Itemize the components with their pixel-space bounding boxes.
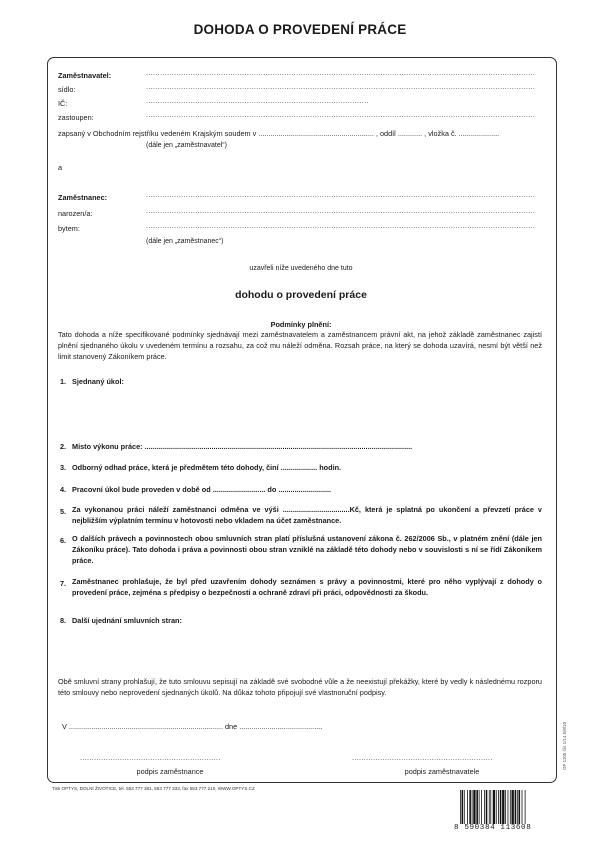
item-6-text: O dalších právech a povinnostech obou smluvních stran platí příslušná ustanovení zákona č. 262/2006 Sb., v platném znění (dále jen Zákoníku práce). Tato dohoda i práva a povinnosti obou stran vzniklé na základě této dohody nebo v souvislosti s ní se řídí Zákoníkem práce.: [72, 534, 542, 565]
item-7-number: 7.: [60, 579, 67, 588]
employer-ico-field[interactable]: ...............................................................................................: [146, 98, 369, 105]
employer-rep-label: zastoupen:: [58, 113, 94, 122]
employer-signature-label: podpis zaměstnavatele: [404, 767, 480, 776]
barcode-bar: [484, 790, 485, 824]
place-date-line[interactable]: V ............................................................................ dne .........................................: [62, 722, 323, 731]
item-2-number: 2.: [60, 442, 67, 451]
barcode-bar: [508, 790, 509, 824]
employee-residence-field[interactable]: ......................................................................................................................................................................: [146, 223, 536, 230]
employee-signature-label: podpis zaměstnance: [136, 767, 204, 776]
employer-ico-label: IČ:: [58, 99, 68, 108]
printer-footer: Tisk OPTYS, DOLNÍ ŽIVOTICE, tel. 553 777 381, 553 777 333, fax 553 777 210, WWW.OPTYS.CZ: [52, 786, 255, 791]
barcode-bar: [496, 790, 497, 824]
closing-text: Obě smluvní strany prohlašují, že tuto smlouvu sepisují na základě své svobodné vůle a že neexistují překážky, které by vedly k následnému rozporu této smlouvy nebo neprovedení sjednaných úkolů. Na důkaz tohoto připojují své vlastnoruční podpisy.: [58, 677, 542, 697]
barcode-bar: [460, 790, 461, 824]
barcode-bar: [498, 790, 499, 824]
employer-signature-line[interactable]: ............................................................: [352, 755, 493, 762]
barcode-bar: [490, 790, 491, 824]
concluded-text: uzavřeli níže uvedeného dne tuto: [249, 265, 353, 272]
barcode-bar: [511, 790, 513, 824]
barcode-bar: [479, 790, 480, 824]
barcode-bar: [522, 790, 523, 824]
barcode-bar: [486, 790, 488, 824]
item-2-text[interactable]: Místo výkonu práce: ....................................................................................................................................: [72, 442, 413, 451]
barcode-bar: [472, 790, 473, 824]
item-4-number: 4.: [60, 485, 67, 494]
barcode-bar: [502, 790, 504, 824]
barcode-bar: [467, 790, 468, 824]
barcode-bar: [519, 790, 521, 824]
employee-name-field[interactable]: ......................................................................................................................................................................: [146, 192, 536, 199]
employer-seat-label: sídlo:: [58, 85, 76, 94]
employee-label: Zaměstnanec:: [58, 193, 108, 202]
barcode-bar: [464, 790, 465, 824]
item-5-number: 5.: [60, 507, 67, 516]
subtitle: dohodu o provedení práce: [235, 289, 367, 301]
employer-name-field[interactable]: ......................................................................................................................................................................: [146, 70, 536, 77]
item-5-text[interactable]: Za vykonanou práci náleží zaměstnanci odměna ve výši .................................Kč, která je splatná po ukončení a převzetí práce v nejbližším výplatním termínu v hotovosti nebo vkladem na účet zaměstnance.: [72, 505, 542, 525]
form-code: OP 1105 čís 1/14 5/8/10: [562, 721, 567, 770]
barcode-bar: [476, 790, 478, 824]
item-1-text: Sjednaný úkol:: [72, 377, 124, 386]
barcode-digits: 8 590384 113608: [454, 824, 532, 832]
employer-label: Zaměstnavatel:: [58, 71, 112, 80]
item-1-number: 1.: [60, 377, 67, 386]
employer-register-line[interactable]: zapsaný v Obchodním rejstříku vedeném Krajským soudem v ......................................................... , oddíl ............ , vložka č. ....................: [58, 129, 500, 138]
employee-residence-label: bytem:: [58, 224, 80, 233]
barcode-bar: [505, 790, 506, 824]
conditions-text: Tato dohoda a níže specifikované podmínky sjednávají mezi zaměstnavatelem a zaměstnancem právní akt, na jehož základě zaměstnanec zajistí plnění sjednaného úkolu v uvedeném termínu a rozsahu, za což mu náleží odměna. Rozsah práce, na který se dohoda uzavírá, nesmí být větší než limit stanovený Zákoníkem práce.: [58, 330, 542, 361]
barcode-bar: [493, 790, 495, 824]
conditions-heading: Podmínky plnění:: [270, 320, 332, 329]
document-title: DOHODA O PROVEDENÍ PRÁCE: [193, 22, 407, 37]
form-frame: [47, 57, 557, 783]
employee-signature-line[interactable]: ............................................................: [80, 755, 221, 762]
item-8-number: 8.: [60, 616, 67, 625]
item-6-number: 6.: [60, 536, 67, 545]
employee-born-label: narozen/a:: [58, 209, 93, 218]
barcode-bar: [469, 790, 471, 824]
barcode: [460, 790, 552, 824]
employer-alias: (dále jen „zaměstnavatel“): [146, 142, 227, 149]
barcode-bar: [525, 790, 526, 824]
employee-alias: (dále jen „zaměstnanec“): [146, 238, 224, 245]
item-3-text[interactable]: Odborný odhad práce, která je předmětem této dohody, činí .................. hodin.: [72, 463, 342, 472]
barcode-bar: [473, 790, 475, 824]
item-8-text: Další ujednání smluvních stran:: [72, 616, 182, 625]
barcode-bar: [517, 790, 518, 824]
barcode-bar: [515, 790, 517, 824]
employer-seat-field[interactable]: ......................................................................................................................................................................: [146, 84, 536, 91]
item-4-text[interactable]: Pracovní úkol bude proveden v době od .......................... do ..........................: [72, 485, 332, 494]
item-7-text: Zaměstnanec prohlašuje, že byl před uzavřením dohody seznámen s právy a povinnostmi, které pro něho vyplývají z dohody o provedení práce, zejména s předpisy o bezpečnosti a ochraně zdraví při práci, odpovědnosti za škodu.: [72, 577, 542, 597]
barcode-bar: [462, 790, 464, 824]
barcode-bar: [500, 790, 502, 824]
employee-born-field[interactable]: ......................................................................................................................................................................: [146, 208, 536, 215]
item-3-number: 3.: [60, 463, 67, 472]
barcode-bar: [510, 790, 511, 824]
barcode-bar: [489, 790, 490, 824]
barcode-bar: [481, 790, 482, 824]
and-text: a: [58, 163, 63, 172]
employer-rep-field[interactable]: ......................................................................................................................................................................: [146, 112, 536, 119]
